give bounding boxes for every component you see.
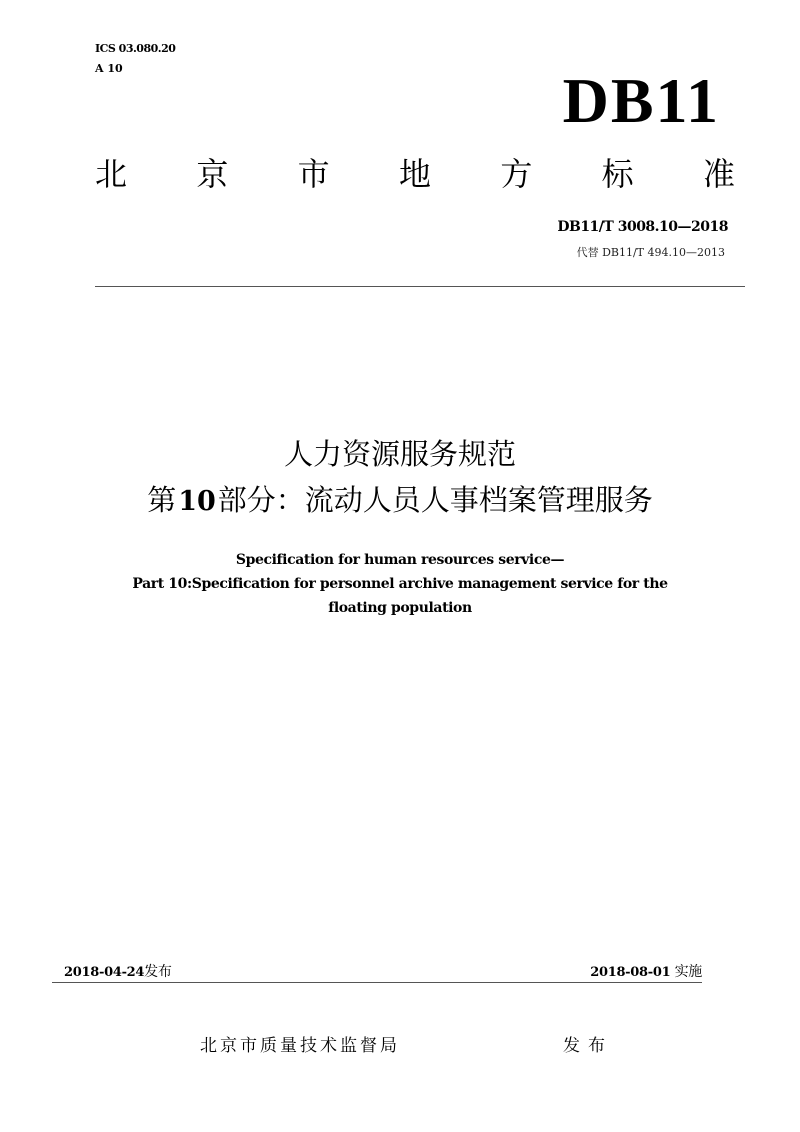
- implement-label: 实施: [674, 964, 702, 980]
- heading-char: 地: [398, 155, 431, 193]
- title-cn-line2: [0, 476, 800, 526]
- title-en-line2: Part 10:Specification for personnel archive management service for the: [132, 576, 668, 592]
- title-en: [60, 548, 740, 620]
- standard-number: DB11/T 3008.10—2018: [557, 219, 728, 235]
- issuer-action: 发布: [563, 1036, 613, 1056]
- heading-char: 市: [297, 155, 330, 193]
- issue-label: 发布: [144, 964, 172, 980]
- title-en-line3: floating population: [328, 600, 472, 616]
- issue-date-block: [64, 961, 172, 981]
- top-divider: [95, 286, 745, 287]
- issue-date: 2018-04-24: [64, 965, 145, 980]
- db11-logo: DB11: [562, 65, 720, 136]
- heading-char: 标: [601, 155, 634, 193]
- heading-char: 方: [500, 155, 533, 193]
- local-standard-heading: [95, 152, 735, 196]
- title-part-number: 10: [178, 486, 216, 517]
- implement-date-block: [590, 961, 702, 981]
- replaces-note: 代替 DB11/T 494.10—2013: [576, 246, 725, 259]
- issuing-authority: 北京市质量技术监督局: [200, 1036, 400, 1056]
- ics-code: ICS 03.080.20: [95, 42, 176, 55]
- title-part-prefix: 第: [147, 483, 177, 517]
- heading-char: 准: [702, 155, 735, 193]
- classification-code: A 10: [95, 62, 123, 75]
- implement-date: 2018-08-01: [590, 965, 671, 980]
- heading-char: 北: [95, 155, 128, 193]
- title-part-suffix: 部分：流动人员人事档案管理服务: [217, 483, 653, 517]
- title-cn-line1: 人力资源服务规范: [283, 437, 516, 471]
- title-en-line1: Specification for human resources service—: [235, 552, 565, 568]
- heading-char: 京: [196, 155, 229, 193]
- bottom-divider: [52, 982, 702, 983]
